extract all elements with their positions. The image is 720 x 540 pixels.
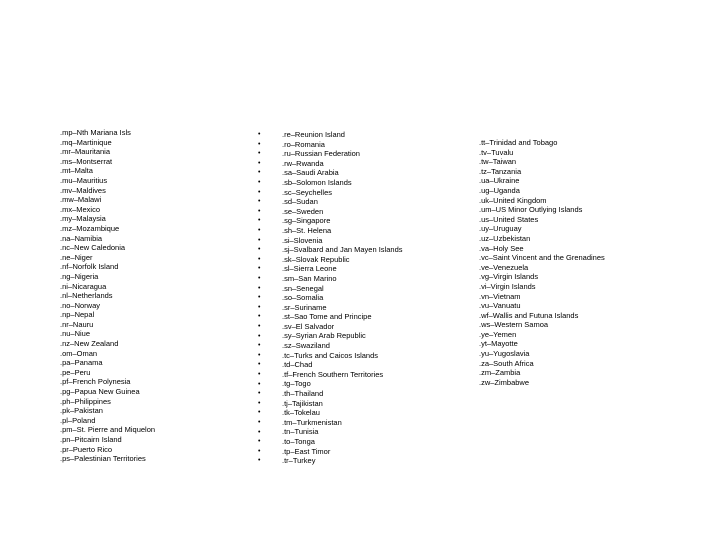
country-code-item: .ru–Russian Federation: [282, 149, 360, 159]
country-code-item: .td–Chad: [282, 360, 313, 370]
country-code-item: .tw–Taiwan: [479, 157, 517, 167]
bullet-marker: •: [258, 169, 261, 177]
bullet-marker: •: [258, 265, 261, 273]
country-code-item: .ug–Uganda: [479, 185, 520, 195]
bullet-marker: •: [258, 428, 261, 436]
country-code-item: .ni–Nicaragua: [60, 281, 107, 291]
country-code-item: .wf–Wallis and Futuna Islands: [479, 310, 579, 320]
bullet-marker: •: [258, 390, 261, 398]
bullet-marker: •: [258, 140, 261, 148]
country-code-item: .sy–Syrian Arab Republic: [282, 331, 366, 341]
bullet-marker: •: [258, 399, 261, 407]
country-code-item: .sv–El Salvador: [282, 321, 335, 331]
country-code-item: .zm–Zambia: [479, 368, 521, 378]
country-code-item: .ne–Niger: [60, 252, 93, 262]
country-code-item: .uy–Uruguay: [479, 224, 522, 234]
bullet-marker: •: [258, 294, 261, 302]
country-code-item: .tz–Tanzania: [479, 166, 522, 176]
bullet-marker: •: [258, 198, 261, 206]
country-code-item: .mu–Mauritius: [60, 175, 108, 185]
country-code-item: .tk–Tokelau: [282, 408, 320, 418]
country-code-item: .tc–Turks and Caicos Islands: [282, 350, 379, 360]
country-code-item: .ua–Ukraine: [479, 176, 520, 186]
country-code-item: .mr–Mauritania: [60, 147, 111, 157]
bullet-marker: •: [258, 131, 261, 138]
bullet-marker: •: [258, 447, 261, 455]
country-code-item: .to–Tonga: [282, 437, 315, 446]
bullet-marker: •: [258, 409, 261, 417]
country-code-item: .sj–Svalbard and Jan Mayen Islands: [282, 245, 403, 255]
country-code-item: .mz–Mozambique: [60, 223, 120, 233]
country-code-item: .uk–United Kingdom: [479, 195, 547, 205]
country-code-item: .nz–New Zealand: [60, 339, 119, 349]
country-code-item: .mw–Malawi: [60, 195, 102, 205]
country-code-item: .tt–Trinidad and Tobago: [479, 138, 558, 147]
country-code-item: .sd–Sudan: [282, 197, 318, 207]
bullet-marker: •: [258, 284, 261, 292]
bullet-marker: •: [258, 380, 261, 388]
country-code-item: .va–Holy See: [479, 243, 524, 253]
country-code-item: .tr–Turkey: [282, 456, 316, 466]
country-code-item: .yu–Yugoslavia: [479, 349, 530, 359]
country-code-item: .rw–Rwanda: [282, 158, 324, 168]
country-code-item: .sg–Singapore: [282, 216, 331, 226]
country-code-item: .za–South Africa: [479, 358, 534, 368]
country-code-item: .nc–New Caledonia: [60, 243, 126, 253]
country-code-item: .pm–St. Pierre and Miquelon: [60, 425, 156, 435]
country-code-item: .uz–Uzbekistan: [479, 233, 531, 243]
bullet-marker: •: [258, 227, 261, 234]
country-code-item: .sm–San Marino: [282, 273, 337, 283]
country-code-item: .si–Slovenia: [282, 235, 323, 245]
country-code-item: .vn–Vietnam: [479, 291, 521, 301]
bullet-marker: •: [258, 332, 261, 340]
country-code-item: .tf–French Southern Territories: [282, 369, 384, 379]
country-code-item: .ph–Philippines: [60, 396, 111, 406]
country-code-column-1: [60, 128, 155, 464]
country-code-item: .ps–Palestinian Territories: [60, 454, 146, 464]
country-code-item: .nl–Netherlands: [60, 291, 113, 301]
country-code-item: .sk–Slovak Republic: [282, 254, 350, 264]
bullet-marker: •: [258, 179, 261, 186]
country-code-item: .ro–Romania: [282, 139, 325, 149]
country-code-item: .om–Oman: [60, 348, 98, 358]
country-code-item: .se–Sweden: [282, 206, 324, 216]
country-code-column-3: [479, 138, 605, 387]
country-code-item: .ws–Western Samoa: [479, 320, 549, 330]
country-code-item: .st–Sao Tome and Principe: [282, 312, 372, 322]
country-code-item: .vi–Virgin Islands: [479, 281, 536, 291]
country-code-item: .so–Somalia: [282, 293, 324, 303]
country-code-item: .pn–Pitcairn Island: [60, 435, 122, 444]
country-code-item: .pg–Papua New Guinea: [60, 387, 140, 397]
country-code-item: .mp–Nth Mariana Isls: [60, 128, 131, 137]
bullet-marker: •: [258, 207, 261, 215]
country-code-item: .no–Norway: [60, 300, 101, 310]
country-code-item: .nf–Norfolk Island: [60, 262, 119, 272]
country-code-item: .sn–Senegal: [282, 283, 324, 293]
bullet-marker: •: [258, 150, 261, 158]
country-code-item: .re–Reunion Island: [282, 130, 345, 139]
bullet-marker: •: [258, 303, 261, 311]
bullet-marker: •: [258, 275, 261, 282]
country-code-item: .tj–Tajikistan: [282, 398, 323, 408]
country-code-item: .sr–Suriname: [282, 302, 327, 312]
country-code-item: .us–United States: [479, 214, 539, 224]
bullet-marker: •: [258, 438, 261, 446]
country-code-item: .um–US Minor Outlying Islands: [479, 205, 583, 215]
country-code-item: .nu–Niue: [60, 329, 91, 339]
country-code-item: .pl–Poland: [60, 415, 96, 425]
country-code-item: .sa–Saudi Arabia: [282, 168, 339, 178]
bullet-marker: •: [258, 313, 261, 321]
country-code-item: .pk–Pakistan: [60, 406, 103, 416]
country-code-item: .yt–Mayotte: [479, 339, 518, 349]
country-code-item: .tm–Turkmenistan: [282, 417, 342, 427]
country-code-item: .np–Nepal: [60, 310, 95, 320]
bullet-marker: •: [258, 188, 261, 196]
country-code-column-2: [282, 130, 403, 466]
bullet-marker: •: [258, 457, 261, 465]
country-code-item: .sb–Solomon Islands: [282, 177, 352, 187]
bullet-marker: •: [258, 217, 261, 225]
country-code-item: .vg–Virgin Islands: [479, 272, 539, 282]
country-code-item: .sh–St. Helena: [282, 225, 332, 235]
country-code-item: .vu–Vanuatu: [479, 301, 521, 311]
country-code-item: .vc–Saint Vincent and the Grenadines: [479, 253, 605, 263]
bullet-marker: •: [258, 342, 261, 350]
country-code-item: .th–Thailand: [282, 389, 324, 399]
country-code-item: .pr–Puerto Rico: [60, 444, 113, 454]
country-code-item: .sl–Sierra Leone: [282, 264, 337, 274]
bullet-marker: •: [258, 246, 261, 254]
country-code-item: .nr–Nauru: [60, 319, 94, 329]
country-code-item: .ms–Montserrat: [60, 156, 113, 166]
bullet-marker: •: [258, 323, 261, 330]
country-code-item: .tg–Togo: [282, 379, 311, 389]
bullet-marker: •: [258, 255, 261, 263]
country-code-item: .tp–East Timor: [282, 446, 331, 456]
country-code-item: .ye–Yemen: [479, 329, 517, 339]
country-code-item: .mt–Malta: [60, 166, 93, 176]
country-code-item: .mq–Martinique: [60, 137, 112, 147]
bullet-marker: •: [258, 371, 261, 378]
bullet-marker: •: [258, 236, 261, 244]
country-code-item: .ng–Nigeria: [60, 271, 99, 281]
country-code-item: .sc–Seychelles: [282, 187, 333, 197]
bullet-marker: •: [258, 361, 261, 369]
bullet-marker: •: [258, 351, 261, 359]
country-code-item: .zw–Zimbabwe: [479, 377, 530, 387]
bullet-marker: •: [258, 159, 261, 167]
country-code-item: .mx–Mexico: [60, 204, 101, 214]
country-code-item: .my–Malaysia: [60, 214, 106, 224]
country-code-item: .tn–Tunisia: [282, 427, 319, 437]
country-code-item: .pa–Panama: [60, 358, 103, 368]
country-code-item: .mv–Maldives: [60, 185, 106, 195]
country-code-item: .sz–Swaziland: [282, 341, 330, 351]
country-code-item: .pe–Peru: [60, 367, 91, 377]
country-code-item: .na–Namibia: [60, 233, 103, 243]
country-code-item: .pf–French Polynesia: [60, 377, 131, 387]
country-code-item: .tv–Tuvalu: [479, 147, 514, 157]
bullet-marker: •: [258, 419, 261, 426]
country-code-item: .ve–Venezuela: [479, 262, 529, 272]
